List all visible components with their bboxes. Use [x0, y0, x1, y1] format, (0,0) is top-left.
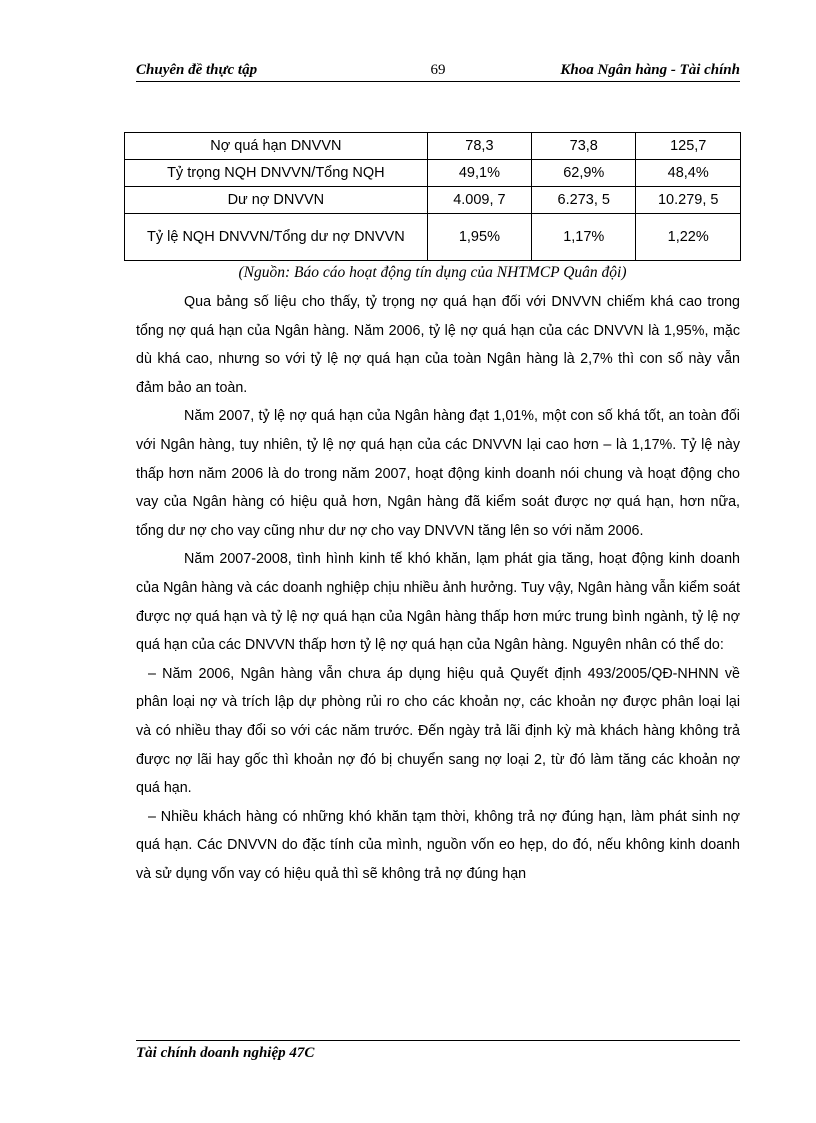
header-right-title: Khoa Ngân hàng - Tài chính — [560, 62, 740, 78]
table-cell: 73,8 — [532, 133, 636, 160]
page-number: 69 — [430, 62, 446, 78]
data-table — [124, 132, 741, 261]
header-left-title: Chuyên đề thực tập — [136, 62, 258, 78]
table-cell: 4.009, 7 — [427, 187, 531, 214]
table-row — [125, 214, 741, 261]
paragraph: Năm 2007-2008, tình hình kinh tế khó khăn, lạm phát gia tăng, hoạt động kinh doanh của Ngân hàng và các doanh nghiệp chịu nhiều ảnh hưởng. Tuy vậy, Ngân hàng vẫn kiểm soát được nợ quá hạn và tỷ lệ nợ quá hạn của Ngân hàng thấp hơn mức trung bình ngành, tỷ lệ nợ quá hạn của các DNVVN thấp hơn tỷ lệ nợ quá hạn của Ngân hàng. Nguyên nhân có thể do: — [136, 551, 740, 654]
page-header — [136, 62, 740, 82]
table-cell: 49,1% — [427, 160, 531, 187]
paragraph: Qua bảng số liệu cho thấy, tỷ trọng nợ quá hạn đối với DNVVN chiếm khá cao trong tổng nợ quá hạn của Ngân hàng. Năm 2006, tỷ lệ nợ quá hạn của các DNVVN là 1,95%, mặc dù khá cao, nhưng so với tỷ lệ nợ quá hạn của toàn Ngân hàng là 2,7% thì con số này vẫn đảm bảo an toàn. — [136, 294, 740, 396]
table-source-note: (Nguồn: Báo cáo hoạt động tín dụng của NHTMCP Quân đội) — [238, 264, 627, 281]
table-cell-label: Dư nợ DNVVN — [125, 187, 428, 214]
table-cell: 1,22% — [636, 214, 741, 261]
page-footer: Tài chính doanh nghiệp 47C — [136, 1045, 315, 1061]
table-cell: 78,3 — [427, 133, 531, 160]
table-cell: 48,4% — [636, 160, 741, 187]
table-cell-label: Tỷ lệ NQH DNVVN/Tổng dư nợ DNVVN — [125, 214, 428, 261]
table-row — [125, 160, 741, 187]
footer-divider — [136, 1040, 740, 1041]
table-cell: 6.273, 5 — [532, 187, 636, 214]
table-cell: 1,95% — [427, 214, 531, 261]
table-cell-label: Tỷ trọng NQH DNVVN/Tổng NQH — [125, 160, 428, 187]
table-cell: 1,17% — [532, 214, 636, 261]
table-cell: 62,9% — [532, 160, 636, 187]
bullet-item: – Năm 2006, Ngân hàng vẫn chưa áp dụng hiệu quả Quyết định 493/2005/QĐ-NHNN về phân loại nợ và trích lập dự phòng rủi ro cho các khoản nợ, các khoản nợ được phân loại lại và có nhiều thay đổi so với các năm trước. Đến ngày trả lãi định kỳ mà khách hàng không trả được nợ lãi hay gốc thì khoản nợ đó bị chuyển sang nợ loại 2, từ đó làm tăng các khoản nợ quá hạn. — [136, 665, 740, 797]
table-cell: 10.279, 5 — [636, 187, 741, 214]
table-cell: 125,7 — [636, 133, 741, 160]
table-row — [125, 133, 741, 160]
header-divider — [136, 81, 740, 82]
table-cell-label: Nợ quá hạn DNVVN — [125, 133, 428, 160]
table-row — [125, 187, 741, 214]
bullet-item: – Nhiều khách hàng có những khó khăn tạm thời, không trả nợ đúng hạn, làm phát sinh nợ quá hạn. Các DNVVN do đặc tính của mình, nguồn vốn eo hẹp, do đó, nếu không kinh doanh và sử dụng vốn vay có hiệu quả thì sẽ không trả nợ đúng hạn — [136, 808, 740, 882]
paragraph: Năm 2007, tỷ lệ nợ quá hạn của Ngân hàng đạt 1,01%, một con số khá tốt, an toàn đối với Ngân hàng, tuy nhiên, tỷ lệ nợ quá hạn của các DNVVN lại cao hơn – là 1,17%. Tỷ lệ này thấp hơn năm 2006 là do trong năm 2007, hoạt động kinh doanh nói chung và hoạt động cho vay của Ngân hàng có hiệu quả hơn, Ngân hàng đã kiểm soát được nợ quá hạn, hơn nữa, tổng dư nợ cho vay cũng như dư nợ cho vay DNVVN tăng lên so với năm 2006. — [136, 408, 740, 539]
body-text — [136, 288, 740, 888]
